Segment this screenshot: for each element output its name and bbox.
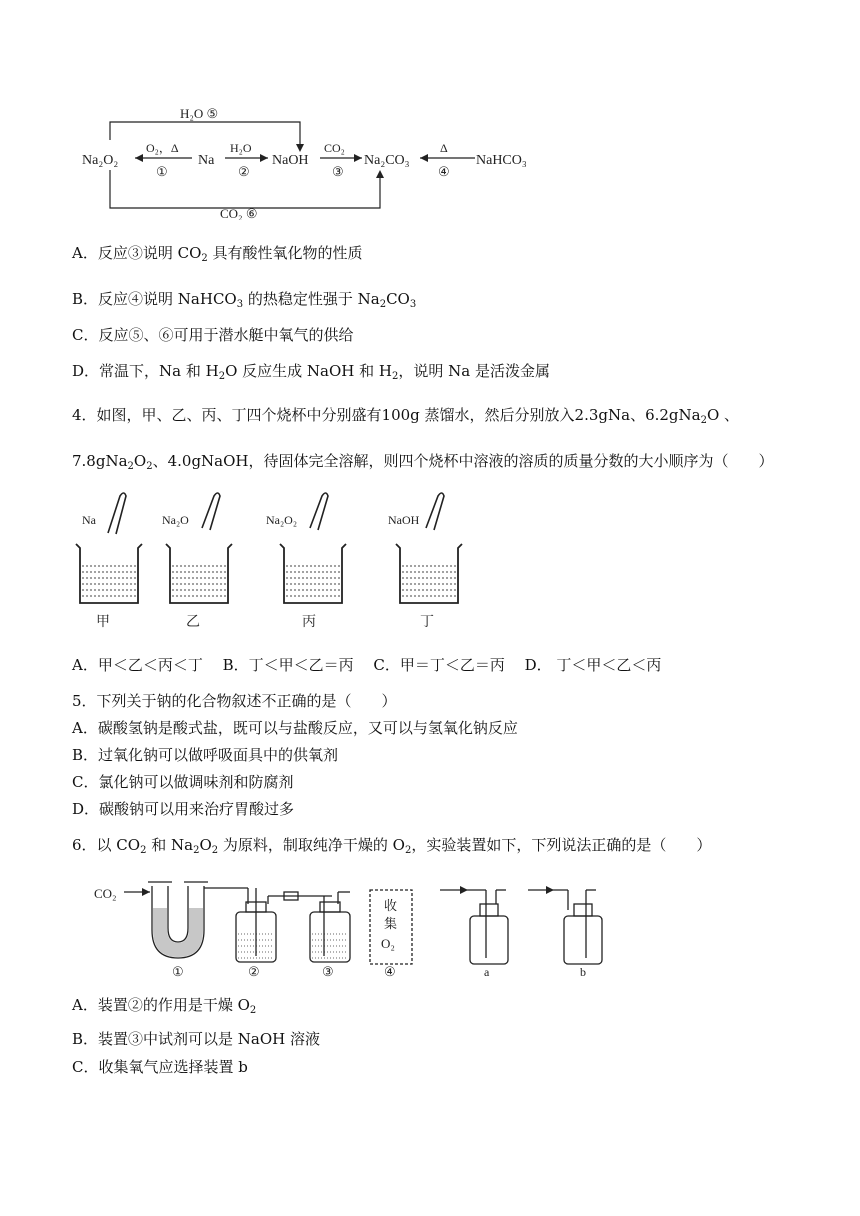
co2-inlet-label: CO₂	[94, 886, 117, 901]
beaker-label: 丙	[302, 615, 316, 630]
apparatus-label-a: a	[484, 965, 490, 978]
apparatus-number-3: ③	[322, 964, 334, 978]
beaker-reagent: Na	[82, 513, 96, 527]
beaker-ding	[388, 493, 462, 630]
reaction-1-condition: O₂，Δ	[146, 141, 179, 155]
apparatus-figure	[88, 868, 628, 978]
na-label: Na	[198, 153, 215, 168]
reaction-2-number: ②	[238, 164, 250, 179]
reaction-5-label: H₂O ⑤	[180, 106, 219, 121]
q3-option-c: C．反应⑤、⑥可用于潜水艇中氧气的供给	[72, 326, 354, 344]
reaction-6-label: CO₂ ⑥	[220, 206, 258, 220]
beaker-label: 甲	[96, 615, 110, 630]
beaker-reagent: Na₂O₂	[266, 513, 298, 527]
q6-option-b: B．装置③中试剂可以是 NaOH 溶液	[72, 1030, 321, 1048]
beaker-yi	[162, 493, 232, 630]
beakers-figure	[70, 488, 490, 633]
na2co3-label: Na₂CO₃	[364, 153, 410, 168]
q6-stem: 6．以 $CO_2$ 和 $Na_2O_2$ 为原料，制取纯净干燥的 $O_2$，实验装置如下，下列说法正确的是（ ）	[72, 836, 712, 856]
q3-option-b: B．反应④说明 NaHCO$_3$ 的热稳定性强于 $Na_2CO_3$	[72, 290, 417, 310]
beaker-jia	[76, 493, 142, 630]
reaction-3-number: ③	[332, 164, 344, 179]
q3-option-d: D．常温下，Na 和 $H_2O$ 反应生成 NaOH 和 $H_2$，说明 Na 是活泼金属	[72, 362, 550, 382]
nahco3-label: NaHCO₃	[476, 153, 527, 168]
q4-stem-line1: 4．如图，甲、乙、丙、丁四个烧杯中分别盛有100g 蒸馏水，然后分别放入2.3gNa、6.2gNa$_2$O 、	[72, 406, 740, 426]
reaction-4-condition: Δ	[440, 141, 448, 155]
beaker-label: 乙	[186, 615, 200, 630]
reaction-2-condition: H₂O	[230, 141, 252, 155]
reaction-4-number: ④	[438, 164, 450, 179]
collect-char-2: 集	[384, 916, 398, 931]
q5-stem: 5．下列关于钠的化合物叙述不正确的是（ ）	[72, 692, 397, 710]
q6-option-c: C．收集氧气应选择装置 b	[72, 1058, 248, 1076]
beaker-bing	[266, 493, 346, 630]
q4-stem-line2: $7.8gNa_2O_2$、4.0gNaOH，待固体完全溶解，则四个烧杯中溶液的溶质的质量分数的大小顺序为（ ）	[72, 452, 774, 472]
q5-option-c: C．氯化钠可以做调味剂和防腐剂	[72, 773, 294, 791]
beaker-reagent: Na₂O	[162, 513, 189, 527]
q5-option-a: A．碳酸氢钠是酸式盐，既可以与盐酸反应，又可以与氢氧化钠反应	[72, 719, 518, 737]
apparatus-label-b: b	[580, 965, 586, 978]
q4-options: A．甲＜乙＜丙＜丁 B．丁＜甲＜乙＝丙 C．甲＝丁＜乙＝丙 D． 丁＜甲＜乙＜丙	[72, 656, 662, 674]
naoh-label: NaOH	[272, 153, 309, 168]
collect-o2: O₂	[381, 936, 395, 951]
na2o2-label: Na₂O₂	[82, 153, 119, 168]
apparatus-number-4: ④	[384, 964, 396, 978]
beaker-reagent: NaOH	[388, 513, 420, 527]
apparatus-number-1: ①	[172, 964, 184, 978]
q5-option-d: D．碳酸钠可以用来治疗胃酸过多	[72, 800, 295, 818]
q5-option-b: B．过氧化钠可以做呼吸面具中的供氧剂	[72, 746, 339, 764]
apparatus-number-2: ②	[248, 964, 260, 978]
reaction-diagram	[80, 100, 540, 220]
beaker-label: 丁	[420, 615, 434, 630]
q3-option-a: A．反应③说明 $CO_2$ 具有酸性氧化物的性质	[72, 244, 363, 264]
reaction-3-condition: CO₂	[324, 141, 345, 155]
collect-char-1: 收	[384, 898, 398, 913]
q6-option-a: A．装置②的作用是干燥 $O_2$	[72, 996, 257, 1016]
reaction-1-number: ①	[156, 164, 168, 179]
